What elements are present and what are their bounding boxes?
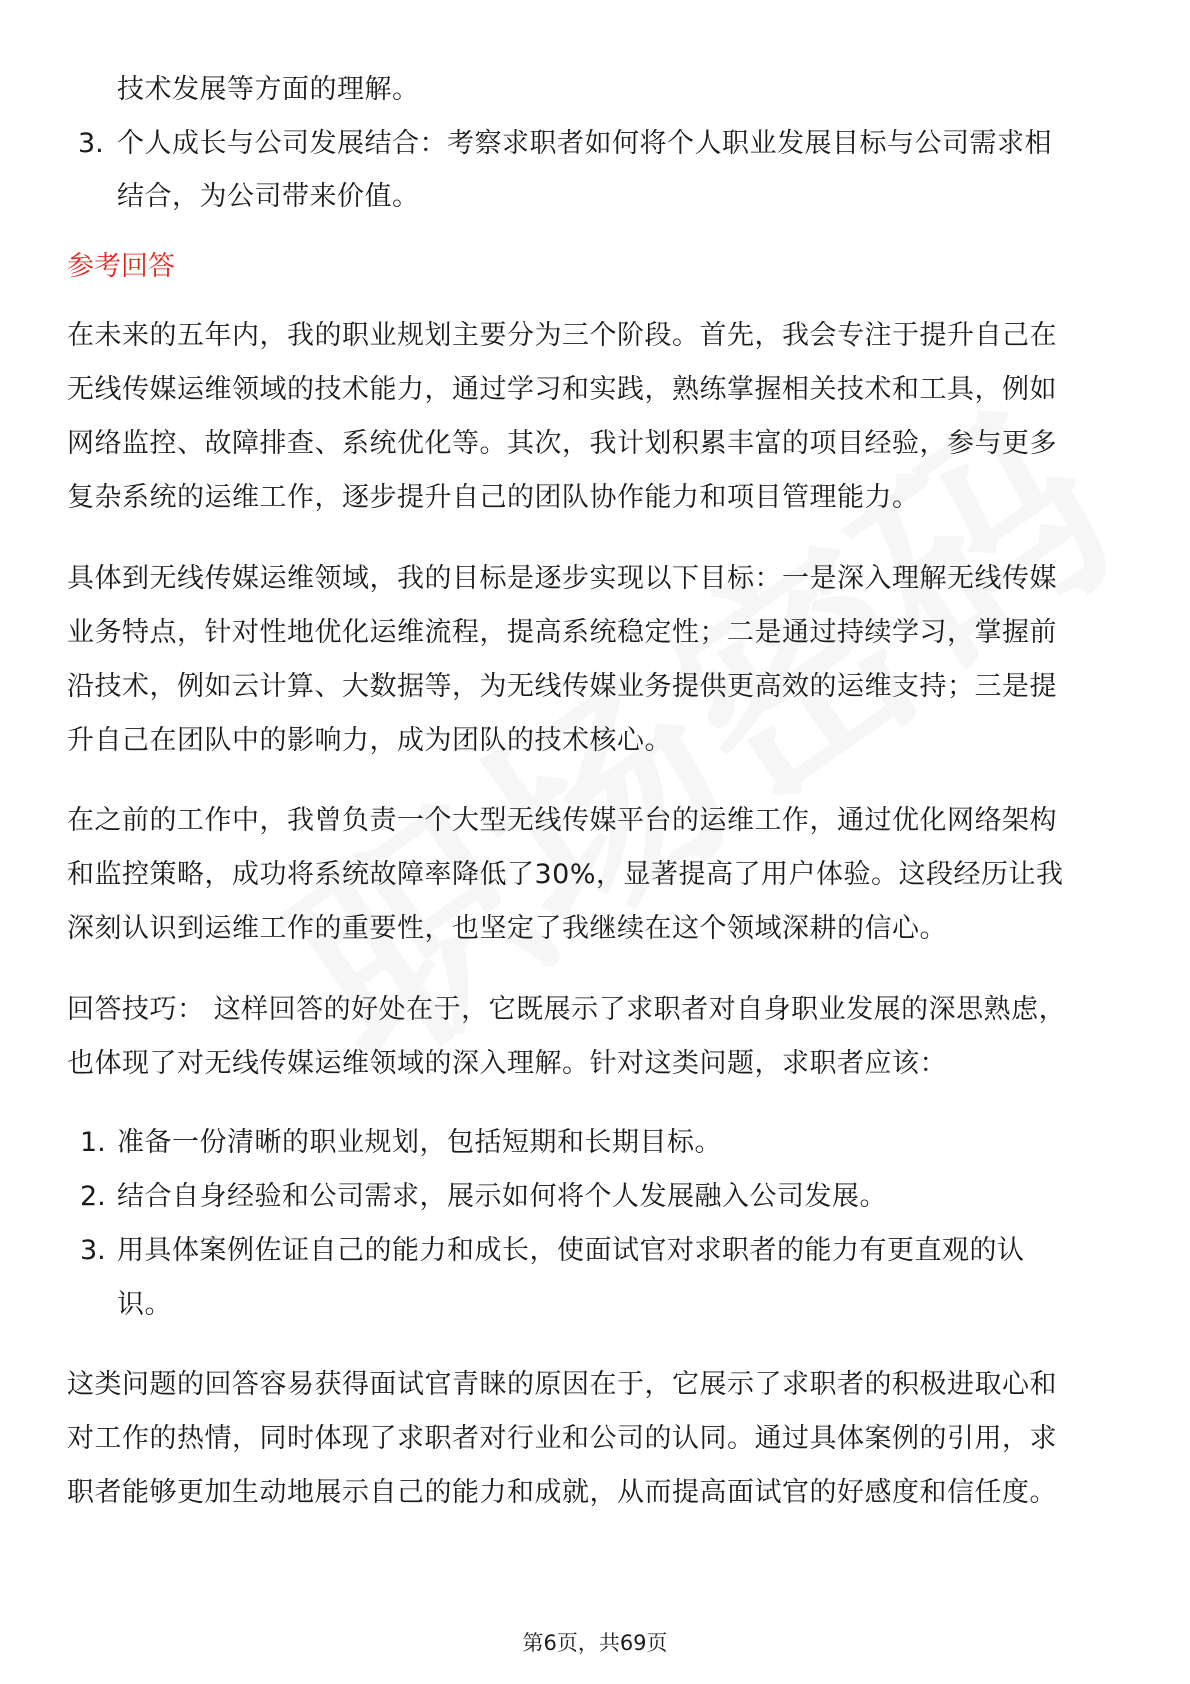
paragraph-line: 和监控策略，成功将系统故障率降低了30%，显著提高了用户体验。这段经历让我	[67, 859, 1064, 890]
list-item-text: 识。	[117, 1289, 172, 1320]
paragraph-line: 升自己在团队中的影响力，成为团队的技术核心。	[67, 725, 672, 756]
paragraph-line: 深刻认识到运维工作的重要性，也坚定了我继续在这个领域深耕的信心。	[67, 913, 947, 944]
paragraph-line: 无线传媒运维领域的技术能力，通过学习和实践，熟练掌握相关技术和工具，例如	[67, 374, 1057, 405]
list-item-text: 个人成长与公司发展结合：考察求职者如何将个人职业发展目标与公司需求相	[117, 128, 1052, 159]
list-item-number: 3.	[80, 1235, 106, 1266]
list-item-text: 用具体案例佐证自己的能力和成长，使面试官对求职者的能力有更直观的认	[117, 1235, 1025, 1266]
paragraph-line: 这类问题的回答容易获得面试官青睐的原因在于，它展示了求职者的积极进取心和	[67, 1369, 1057, 1400]
section-heading: 参考回答	[67, 251, 175, 282]
paragraph-line: 在之前的工作中，我曾负责一个大型无线传媒平台的运维工作，通过优化网络架构	[67, 805, 1057, 836]
paragraph-line: 在未来的五年内，我的职业规划主要分为三个阶段。首先，我会专注于提升自己在	[67, 320, 1057, 351]
paragraph-line: 对工作的热情，同时体现了求职者对行业和公司的认同。通过具体案例的引用，求	[67, 1423, 1057, 1454]
list-item-text: 结合自身经验和公司需求，展示如何将个人发展融入公司发展。	[117, 1181, 887, 1212]
paragraph-line: 业务特点，针对性地优化运维流程，提高系统稳定性；二是通过持续学习，掌握前	[67, 617, 1057, 648]
list-item-text: 结合，为公司带来价值。	[117, 181, 420, 212]
paragraph-line: 回答技巧： 这样回答的好处在于，它既展示了求职者对自身职业发展的深思熟虑，	[67, 994, 1067, 1025]
paragraph-line: 具体到无线传媒运维领域，我的目标是逐步实现以下目标：一是深入理解无线传媒	[67, 563, 1057, 594]
paragraph-line: 职者能够更加生动地展示自己的能力和成就，从而提高面试官的好感度和信任度。	[67, 1477, 1057, 1508]
paragraph-line: 复杂系统的运维工作，逐步提升自己的团队协作能力和项目管理能力。	[67, 482, 920, 513]
paragraph-line: 也体现了对无线传媒运维领域的深入理解。针对这类问题，求职者应该：	[67, 1048, 947, 1079]
page-number-footer: 第6页，共69页	[522, 1631, 668, 1655]
list-item-continuation: 技术发展等方面的理解。	[117, 74, 420, 105]
list-item-number: 1.	[80, 1127, 106, 1158]
paragraph-line: 沿技术，例如云计算、大数据等，为无线传媒业务提供更高效的运维支持；三是提	[67, 671, 1057, 702]
list-item-number: 2.	[80, 1181, 106, 1212]
paragraph-line: 网络监控、故障排查、系统优化等。其次，我计划积累丰富的项目经验，参与更多	[67, 428, 1057, 459]
list-item-number: 3.	[78, 128, 104, 159]
list-item-text: 准备一份清晰的职业规划，包括短期和长期目标。	[117, 1127, 722, 1158]
